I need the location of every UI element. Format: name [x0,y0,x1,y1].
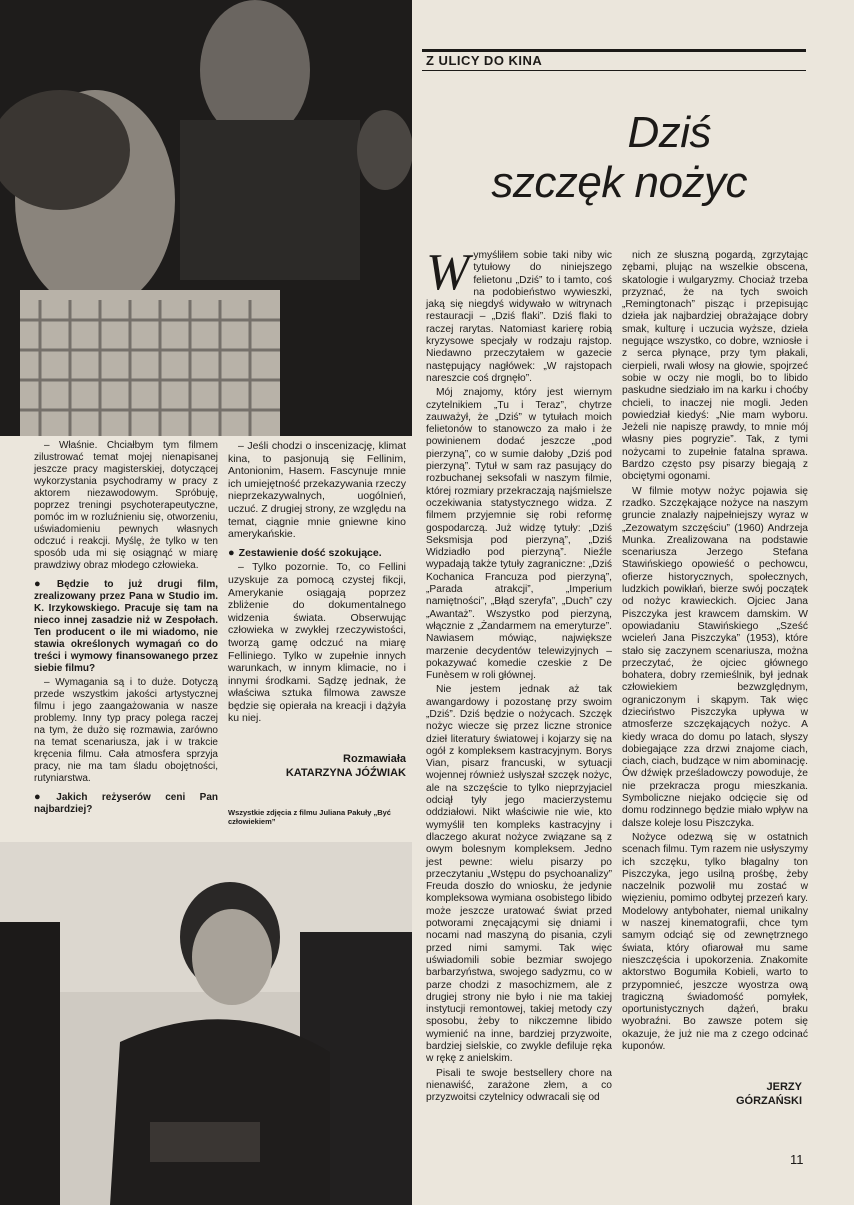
paragraph-text: Mój znajomy, który jest wiernym czytelnikiem „Tu i Teraz”, chytrze zauważył, że „Dziś” w tytułach moich felietonów to stanowczo za mało i że powinienem dodać jeszcze „pod pierzyną”, co w sumie dałoby „Dziś pod pierzyną”. Tytuł w sam raz pasujący do rozbuchanej seksofali w naszym filmie, której rozmiary przekraczają najśmielsze oczekiwania statystycznego widza. Z filmem przyjemnie się robi reformę gospodarczą. Już widzę tytuły: „Dziś Seksmisja pod pierzyną”, „Dziś Widziadło pod pierzyną”. Nieźle wypadają także tytuły zagraniczne: „Dziś Kochanica Francuza pod pierzyną”, „Parada atrakcji”, „Imperium namiętności”, „Błąd szeryfa”, „Duch” czy „Awantaż”. Wszystko pod pierzyną, włącznie z „Żandarmem na emeryturze”. Nawiasem mówiąc, największe marzenie decydentów telewizyjnych – pokazywać komedie czeskie z De Funèsem w roli głównej. [426,387,612,682]
paragraph-text: – Właśnie. Chciałbym tym filmem zilustrować temat mojej nienapisanej jeszcze pracy magisterskiej, dotyczącej wykorzystania psychodramy w pracy z aktorem niezawodowym. Spróbuję, poprzez treningi psychoterapeutyczne, pomóc im w rozluźnieniu się, otworzeniu, uświadomieniu pewnych własnych odczuć i reakcji. Myślę, że tylko w ten sposób uda mi się osiągnąć w miarę prawdziwy obraz młodego człowieka. [34,440,218,571]
article-column-1 [426,244,612,1106]
question-text: Będzie to już drugi film, zrealizowany przez Pana w Studio im. K. Irzykowskiego. Pracuje się tam na nieco innej zasadzie niż w Zespołach. Ten producent o ile mi wiadomo, nie stawia określonych wymagań co do treści i wymowy finansowanego przez siebie filmu? [34,579,218,674]
photo-caption: Wszystkie zdjęcia z filmu Juliana Pakuły „Być człowiekiem” [228,808,391,826]
interview-question [228,547,406,560]
author-first-name: JERZY [766,1081,802,1093]
paragraph-text: W filmie motyw nożyc pojawia się rzadko. Szczękające nożyce na naszym gruncie znalazły najpełniejszy wyraz w „Zezowatym szczęściu” (1960) Andrzeja Munka. Zrealizowana na podstawie scenariusza Jerzego Stefana Stawińskiego opowieść o pechowcu, ofierze historycznych, społecznych, ludzkich powikłań, bierze swój początek od nożyc krawieckich. Ojciec Jana Piszczyka jest krawcem damskim. W opowiadaniu Stawińskiego „Sześć wcieleń Jana Piszczyka” (1953), które stało się zaczynem scenariusza, można przeczytać, że ojciec głównego bohatera, dobry rzemieślnik, był jednak człowiekiem bezwzględnym, ograniczonym i skąpym. Tak więc dzieciństwo Piszczyka upływa w atmosferze szczękających nożyc. A kiedy wraca do domu po latach, słyszy dobiegające zza drzwi znajome ciach, ciach, ciach, budzące w nim abominację. Ów dźwięk prześladowczy powoduje, że nie przekracza progu mieszkania. Symboliczne niejako odcięcie się od domu rodzinnego będzie miało wpływ na dalsze koleje losu Piszczyka. [622,485,808,829]
paragraph [622,486,808,830]
paragraph [34,440,218,572]
interview-question [34,791,218,816]
interview-credit-line1: Rozmawiała [343,753,406,765]
photo-film-still-bottom [0,842,412,1205]
author-credit [622,1080,802,1108]
bullet-icon: ● [228,546,235,559]
article-column-2 [622,250,808,1055]
paragraph [228,561,406,725]
film-still-image-bottom [0,842,412,1205]
bullet-icon: ● [34,791,53,803]
interviewer-name: KATARZYNA JÓŹWIAK [285,767,406,779]
section-rule-top [422,49,806,52]
paragraph-text: nich ze słuszną pogardą, zgrzytając zębami, plując na wszelkie obscena, skatologie i wulgaryzmy. Chociaż trzeba przyznać, że na tych swoich „Remingtonach” pisząc i przepisując dzieła jak najbardziej obrażające dobry smak, kulturę i uczucia wyższe, dzieła negujące wszystko, co dobre, wzniosłe i z serca płynące, przy tym płakali, cierpieli, rwali włosy na głowie, spojrzeć sobie w oczy nie mogli, bo to libido paskudne siedziało im na karku i choćby chcieli, to inaczej nie mogli. Jeden powiedział kiedyś: „Nie mam wyboru. Jeżeli nie napiszę prawdy, to mnie mój własny pies pogryzie”. Tak, z tymi nożycami to zupełnie fatalna sprawa. Bardzo często psy pisarzy biegają z obciętymi ogonami. [622,250,808,483]
section-label: Z ULICY DO KINA [426,53,543,68]
paragraph-text: Pisali te swoje bestsellery chore na nienawiść, zarażone złem, a co przyzwoitsi czytelnicy odwracali się od [426,1067,612,1104]
paragraph-text: – Tylko pozornie. To, co Fellini uzyskuje za pomocą czystej fikcji, Amerykanie osiągają poprzez zbliżenie do dokumentalnego widzenia świata. Obserwując człowieka w zwykłej rzeczywistości, tworzą gamę odczuć na miarę Felliniego. Tylko w zupełnie innych warunkach, w innym klimacie, no i innymi środkami. Sądzę jednak, że właściwa sztuka filmowa zawsze będzie się opierała na kreacji i dążyła ku niej. [228,561,406,725]
photo-film-still-top [0,0,412,436]
interview-column-1 [34,440,218,818]
paragraph [426,684,612,1065]
headline [440,108,795,208]
headline-line2: szczęk nożyc [491,158,747,207]
paragraph-text: Nie jestem jednak aż tak awangardowy i pozostanę przy swoim „Dziś”. Dziś będzie o nożycach. Szczęk nożyc wiecze się przez liczne stronice dzieł literatury światowej i kojarzy się na ogół z kompleksem kastracyjnym. Borys Vian, pisarz francuski, w sytuacji wojennej również usłyszał szczęk nożyc, ale na szczęście to tylko nieprzyjaciel odciął tyły jego macierzystemu oddziałowi. Nikt właściwie nie wie, kto wymyślił ten kompleks kastracyjny i dlaczego akurat nożyce związane są z owym bolesnym kompleksem. Jedno jest pewne: wielu pisarzy po przeczytaniu „Wstępu do psychoanalizy” Freuda doszło do wniosku, że jedynie kompleksowa wymiana osobistego libido może jeszcze uratować świat przed potworami znęcającymi się dniami i nocami nad maszyną do pisania, czyli przed nimi samymi. Tak więc uświadomili sobie bezmiar swojego barbarzyństwa, swojego sadyzmu, co w parze chodzi z masochizmem, ale z drugiej strony nie było i nie ma takiej instytucji remontowej, takiej metody czy sposobu, żeby to nikczemne libido wymienić na inne, bardziej przyzwoite, bardziej sielskie, co zwykle defiluje ręka w rękę z anielskim. [426,684,612,1065]
paragraph [228,440,406,541]
interview-column-2 [228,440,406,727]
headline-line1: Dziś [627,108,711,157]
question-text: Zestawienie dość szokujące. [238,546,382,559]
paragraph-text: ymyśliłem sobie taki niby wic tytułowy do niniejszego felietonu „Dziś” to i tamto, coś na podobieństwo wywieszki, jaką się niegdyś widywało w witrynach restauracji – „Dziś flaki”. Dziś flaki to raczej rarytas. Natomiast karierę robią kryzysowe specjały w rodzaju rajstop. Niedawno przeczytałem w gazecie następujący nagłówek: „W rajstopach nareszcie coś drgnęło”. [426,250,612,384]
interview-credit [228,752,406,780]
paragraph [426,1068,612,1105]
page-number: 11 [790,1152,804,1167]
paragraph-text: Nożyce odezwą się w ostatnich scenach filmu. Tym razem nie usłyszymy ich szczęku, tylko błagalny ton Piszczyka, jego usilną prośbę, żeby naczelnik pozwolił mu zostać w więzieniu, pomimo odbytej przezeń kary. Modelowy antybohater, niemal unikalny w naszej kinematografii, chce tym samym odciąć się od zewnętrznego świata, który ofiarował mu same nieszczęścia i upokorzenia. Znakomite aktorstwo Bogumiła Kobieli, warto to przypomnieć, jeszcze wyostrza ową tragiczną świadomość pomyłek, oportunistycznych dążeń, braku wyobraźni. Bo zawsze potem się okazuje, że już nie ma z czego odcinać kuponów. [622,831,808,1052]
paragraph [426,387,612,682]
drop-cap: W [426,244,470,301]
paragraph [34,677,218,785]
paragraph-text: – Jeśli chodzi o inscenizację, klimat kina, to pasjonują się Fellinim, Antonionim, Hasem. Fascynuje mnie ich umiejętność przekazywania rzeczy nieprzekazywalnych, uogólnień, uczuć. Z drugiej strony, ze względu na temat, ciągnie mnie gniewne kino amerykańskie. [228,440,406,541]
interview-question [34,578,218,675]
paragraph [622,250,808,484]
paragraph [622,832,808,1053]
section-rule-bottom [422,70,806,71]
bullet-icon: ● [34,578,53,590]
author-last-name: GÓRZAŃSKI [736,1095,802,1107]
film-still-image-top [0,0,412,436]
paragraph-text: – Wymagania są i to duże. Dotyczą przede wszystkim jakości artystycznej filmu i jego zaangażowania w nasze problemy. Inny typ pracy polega raczej na tym, że dużo się rozmawia, zarówno na temat scenariusza, jak i w trakcie kręcenia filmu. Cała atmosfera sprzyja pracy, nie ma tam śladu obojętności, rutyniarstwa. [34,677,218,784]
question-text: Jakich reżyserów ceni Pan najbardziej? [34,792,218,815]
paragraph [426,244,612,385]
